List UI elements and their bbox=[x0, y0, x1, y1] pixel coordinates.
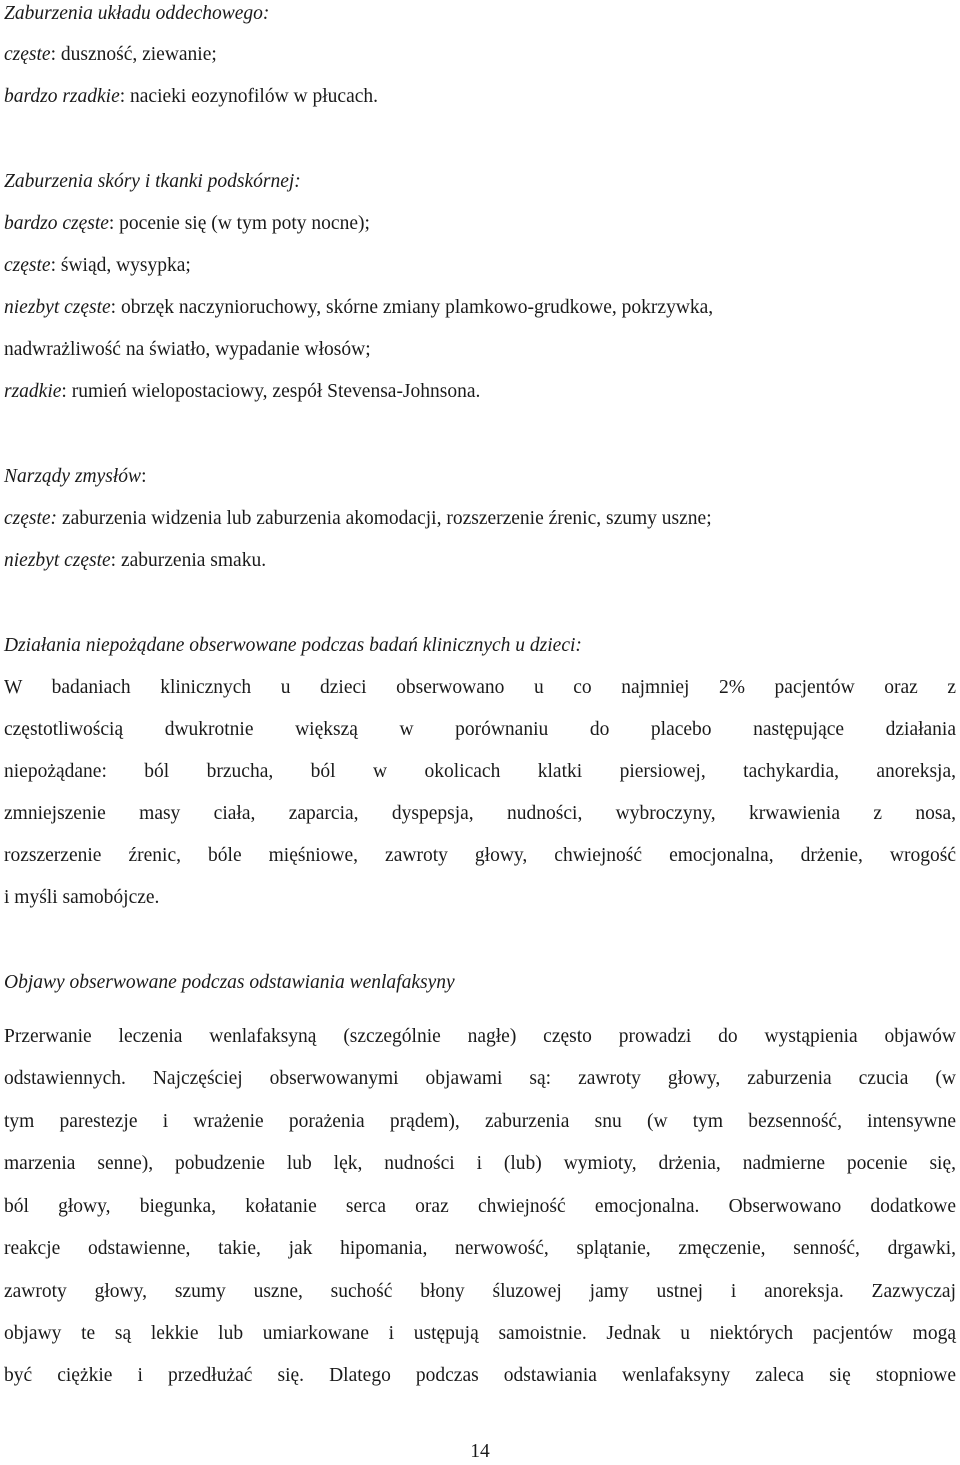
withdrawal-line: odstawiennych. Najczęściej obserwowanymi objawami są: zawroty głowy, zaburzenia czucia (w bbox=[4, 1068, 956, 1089]
frequency-term: bardzo częste bbox=[4, 213, 109, 234]
children-line: częstotliwością dwukrotnie większą w porównaniu do placebo następujące działania bbox=[4, 719, 956, 740]
withdrawal-line: zawroty głowy, szumy uszne, suchość błony śluzowej jamy ustnej i anoreksja. Zazwyczaj bbox=[4, 1281, 956, 1302]
skin-line-4: nadwrażliwość na światło, wypadanie włosów; bbox=[4, 339, 371, 360]
skin-line-2 bbox=[4, 254, 191, 278]
withdrawal-line: Przerwanie leczenia wenlafaksyną (szczególnie nagłe) często prowadzi do wystąpienia objawów bbox=[4, 1026, 956, 1047]
withdrawal-line: tym parestezje i wrażenie porażenia prądem), zaburzenia snu (w tym bezsenność, intensywne bbox=[4, 1111, 956, 1132]
children-heading: Działania niepożądane obserwowane podczas badań klinicznych u dzieci: bbox=[4, 635, 582, 656]
withdrawal-line: ból głowy, biegunka, kołatanie serca oraz chwiejność emocjonalna. Obserwowano dodatkowe bbox=[4, 1196, 956, 1217]
skin-line-5 bbox=[4, 380, 480, 404]
senses-heading: Narządy zmysłów: bbox=[4, 466, 147, 487]
page-number: 14 bbox=[470, 1441, 490, 1462]
frequency-term: bardzo rzadkie bbox=[4, 86, 120, 107]
children-line: zmniejszenie masy ciała, zaparcia, dyspepsja, nudności, wybroczyny, krwawienia z nosa, bbox=[4, 803, 956, 824]
children-line: rozszerzenie źrenic, bóle mięśniowe, zawroty głowy, chwiejność emocjonalna, drżenie, wrogość bbox=[4, 845, 956, 866]
skin-line-1 bbox=[4, 212, 370, 236]
frequency-term: niezbyt częste bbox=[4, 550, 111, 571]
line-text: : duszność, ziewanie; bbox=[50, 44, 217, 65]
skin-line-3 bbox=[4, 296, 713, 320]
frequency-term: rzadkie bbox=[4, 381, 62, 402]
line-text: : obrzęk naczynioruchowy, skórne zmiany plamkowo-grudkowe, pokrzywka, bbox=[110, 297, 714, 318]
children-line: niepożądane: ból brzucha, ból w okolicach klatki piersiowej, tachykardia, anoreksja, bbox=[4, 761, 956, 782]
line-text: zaburzenia widzenia lub zaburzenia akomodacji, rozszerzenie źrenic, szumy uszne; bbox=[57, 508, 712, 529]
withdrawal-line: objawy te są lekkie lub umiarkowane i ustępują samoistnie. Jednak u niektórych pacjentów mogą bbox=[4, 1323, 956, 1344]
line-text: : świąd, wysypka; bbox=[50, 255, 191, 276]
respiratory-heading: Zaburzenia układu oddechowego: bbox=[4, 3, 270, 24]
children-last-line: i myśli samobójcze. bbox=[4, 887, 160, 908]
withdrawal-line: marzenia senne), pobudzenie lub lęk, nudności i (lub) wymioty, drżenia, nadmierne pocenie się, bbox=[4, 1153, 956, 1174]
line-text: : nacieki eozynofilów w płucach. bbox=[119, 86, 379, 107]
withdrawal-heading: Objawy obserwowane podczas odstawiania wenlafaksyny bbox=[4, 972, 455, 993]
skin-heading: Zaburzenia skóry i tkanki podskórnej: bbox=[4, 171, 301, 192]
line-text: : rumień wielopostaciowy, zespół Stevensa-Johnsona. bbox=[61, 381, 481, 402]
frequency-term: częste bbox=[4, 44, 51, 65]
respiratory-line-2 bbox=[4, 85, 378, 109]
withdrawal-line: reakcje odstawienne, takie, jak hipomania, nerwowość, splątanie, zmęczenie, senność, drgawki, bbox=[4, 1238, 956, 1259]
senses-line-2 bbox=[4, 549, 266, 573]
line-text: : pocenie się (w tym poty nocne); bbox=[108, 213, 370, 234]
line-text: : zaburzenia smaku. bbox=[110, 550, 267, 571]
withdrawal-line: być ciężkie i przedłużać się. Dlatego podczas odstawiania wenlafaksyny zaleca się stopniowe bbox=[4, 1365, 956, 1386]
children-line: W badaniach klinicznych u dzieci obserwowano u co najmniej 2% pacjentów oraz z bbox=[4, 677, 956, 698]
frequency-term: niezbyt częste bbox=[4, 297, 111, 318]
frequency-term: częste: bbox=[4, 508, 58, 529]
frequency-term: częste bbox=[4, 255, 51, 276]
senses-line-1 bbox=[4, 507, 712, 531]
respiratory-line-1 bbox=[4, 43, 217, 67]
